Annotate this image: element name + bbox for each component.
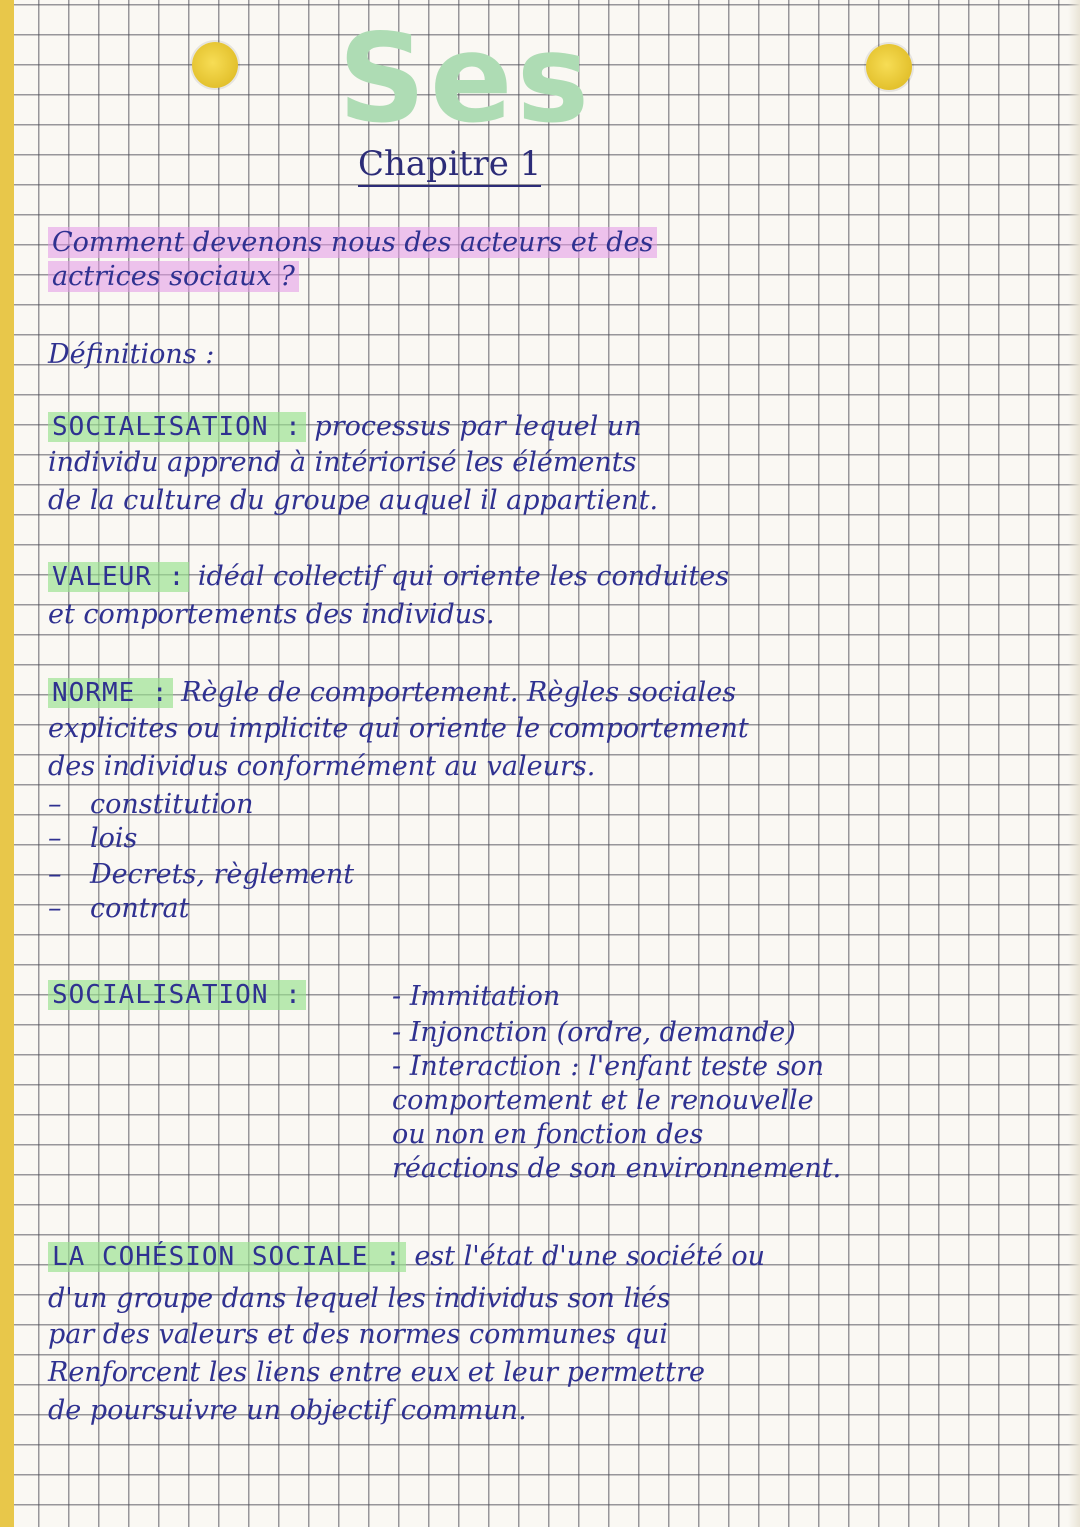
- valeur-term: VALEUR :: [48, 562, 189, 592]
- list-item: – Decrets, règlement: [48, 859, 355, 890]
- socialisation-modes-term-line: [48, 980, 388, 1010]
- cohesion-definition-line-4: Renforcent les liens entre eux et leur permettre: [48, 1357, 706, 1388]
- norme-definition-line-3: des individus conformément au valeurs.: [48, 751, 596, 782]
- norme-term: NORME :: [48, 678, 173, 708]
- list-item: – constitution: [48, 789, 254, 820]
- norme-definition-line-2: explicites ou implicite qui oriente le comportement: [48, 713, 749, 744]
- list-item: – lois: [48, 823, 138, 854]
- subject-title: Ses: [338, 8, 594, 150]
- list-item: - Injonction (ordre, demande): [392, 1017, 796, 1048]
- list-item: ou non en fonction des: [392, 1119, 704, 1150]
- socialisation-modes-list: [392, 982, 841, 1184]
- binder-hole-right: [866, 44, 912, 90]
- socialisation-term: SOCIALISATION :: [48, 412, 306, 442]
- list-item: réactions de son environnement.: [392, 1153, 842, 1184]
- list-item: - Immitation: [392, 981, 561, 1012]
- norme-definition-line-1: NORME : Règle de comportement. Règles sociales: [48, 678, 1038, 708]
- socialisation-definition-line-1: SOCIALISATION : processus par lequel un: [48, 412, 1038, 442]
- valeur-definition-line-2: et comportements des individus.: [48, 599, 495, 630]
- cohesion-definition-line-2: d'un groupe dans lequel les individus son liés: [48, 1283, 671, 1314]
- cohesion-term: LA COHÉSION SOCIALE :: [48, 1242, 406, 1272]
- socialisation-modes-term: SOCIALISATION :: [48, 980, 306, 1010]
- list-item: comportement et le renouvelle: [392, 1085, 814, 1116]
- norme-examples-list: [48, 790, 354, 924]
- cohesion-definition-line-3: par des valeurs et des normes communes qui: [48, 1319, 669, 1350]
- list-item: – contrat: [48, 893, 190, 924]
- socialisation-definition-line-3: de la culture du groupe auquel il appartient.: [48, 485, 659, 516]
- valeur-definition-line-1: VALEUR : idéal collectif qui oriente les conduites: [48, 562, 1038, 592]
- socialisation-definition-line-2: individu apprend à intériorisé les éléments: [48, 447, 637, 478]
- binder-hole-left: [192, 42, 238, 88]
- definitions-label: Définitions :: [48, 339, 215, 370]
- cohesion-definition-line-1: LA COHÉSION SOCIALE : est l'état d'une société ou: [48, 1242, 1038, 1272]
- question-line-2: actrices sociaux ?: [48, 262, 1038, 292]
- list-item: - Interaction : l'enfant teste son: [392, 1051, 825, 1082]
- cohesion-definition-line-5: de poursuivre un objectif commun.: [48, 1395, 527, 1426]
- question-line-1: Comment devenons nous des acteurs et des: [48, 228, 1038, 258]
- chapter-title: Chapitre 1: [358, 146, 541, 187]
